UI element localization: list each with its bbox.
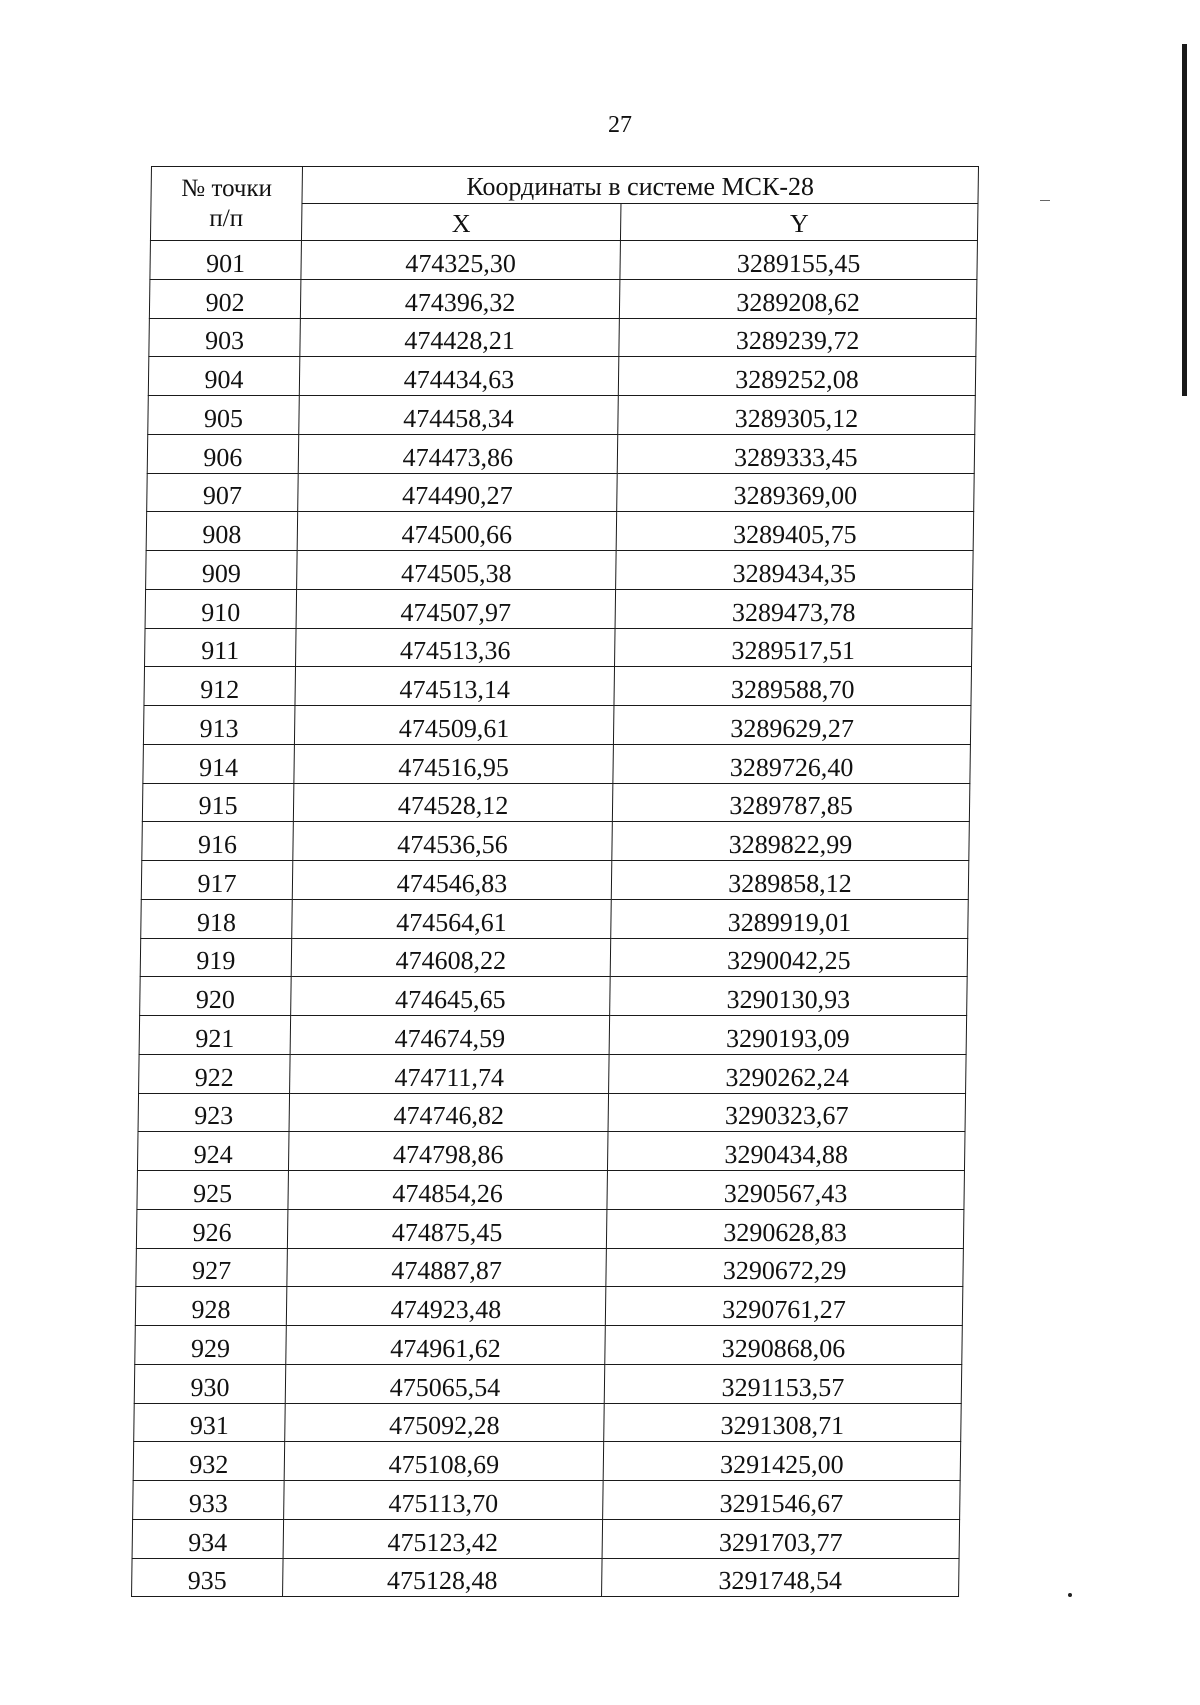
point-number-cell: 924: [137, 1132, 289, 1171]
y-coordinate-cell: 3289726,40: [613, 744, 971, 783]
point-number-cell: 933: [133, 1481, 285, 1520]
x-coordinate-cell: 474854,26: [288, 1171, 608, 1210]
point-number-cell: 909: [146, 551, 298, 590]
x-coordinate-cell: 474516,95: [294, 744, 614, 783]
header-x: X: [301, 204, 621, 241]
y-coordinate-cell: 3289239,72: [619, 318, 977, 357]
point-number-cell: 910: [145, 589, 297, 628]
table-row: [133, 1442, 961, 1481]
scan-edge-mark: [1182, 44, 1187, 396]
y-coordinate-cell: 3289252,08: [618, 357, 976, 396]
point-number-cell: 922: [139, 1054, 291, 1093]
header-y: Y: [620, 204, 978, 241]
point-number-cell: 908: [146, 512, 298, 551]
x-coordinate-cell: 474798,86: [288, 1132, 608, 1171]
table-row: [132, 1519, 960, 1558]
coordinates-table: [131, 166, 979, 1597]
y-coordinate-cell: 3291748,54: [602, 1558, 960, 1597]
y-coordinate-cell: 3289305,12: [618, 396, 976, 435]
point-number-cell: 916: [142, 822, 294, 861]
x-coordinate-cell: 475108,69: [284, 1442, 604, 1481]
table-row: [142, 783, 970, 822]
point-number-cell: 911: [145, 628, 297, 667]
x-coordinate-cell: 474513,36: [296, 628, 616, 667]
x-coordinate-cell: 474536,56: [293, 822, 613, 861]
x-coordinate-cell: 474645,65: [291, 977, 611, 1016]
point-number-cell: 912: [144, 667, 296, 706]
y-coordinate-cell: 3290193,09: [609, 1016, 967, 1055]
x-coordinate-cell: 475065,54: [285, 1364, 605, 1403]
y-coordinate-cell: 3290628,83: [606, 1209, 964, 1248]
x-coordinate-cell: 474875,45: [287, 1209, 607, 1248]
scan-speck: [1040, 200, 1050, 201]
table-row: [143, 744, 971, 783]
point-number-cell: 934: [132, 1519, 284, 1558]
header-point-number-line2: п/п: [209, 204, 244, 232]
point-number-cell: 930: [134, 1364, 286, 1403]
y-coordinate-cell: 3290262,24: [609, 1054, 967, 1093]
x-coordinate-cell: 474505,38: [297, 551, 617, 590]
y-coordinate-cell: 3290130,93: [610, 977, 968, 1016]
x-coordinate-cell: 475123,42: [283, 1519, 603, 1558]
table-row: [150, 241, 978, 280]
point-number-cell: 901: [150, 241, 302, 280]
point-number-cell: 925: [137, 1171, 289, 1210]
point-number-cell: 935: [132, 1558, 284, 1597]
table-row: [140, 977, 968, 1016]
table-row: [146, 551, 974, 590]
point-number-cell: 923: [138, 1093, 290, 1132]
y-coordinate-cell: 3290323,67: [608, 1093, 966, 1132]
table-row: [144, 667, 972, 706]
point-number-cell: 931: [134, 1403, 286, 1442]
table-row: [148, 357, 976, 396]
point-number-cell: 905: [148, 396, 300, 435]
x-coordinate-cell: 474674,59: [290, 1016, 610, 1055]
point-number-cell: 932: [133, 1442, 285, 1481]
x-coordinate-cell: 474490,27: [298, 473, 618, 512]
table-row: [135, 1287, 963, 1326]
header-point-number-line1: № точки: [181, 174, 273, 202]
y-coordinate-cell: 3291308,71: [604, 1403, 962, 1442]
x-coordinate-cell: 474507,97: [296, 589, 616, 628]
point-number-cell: 921: [139, 1016, 291, 1055]
y-coordinate-cell: 3290868,06: [605, 1326, 963, 1365]
table-row: [138, 1093, 966, 1132]
x-coordinate-cell: 474513,14: [295, 667, 615, 706]
y-coordinate-cell: 3289822,99: [612, 822, 970, 861]
y-coordinate-cell: 3289787,85: [612, 783, 970, 822]
table-row: [137, 1132, 965, 1171]
table-row: [147, 473, 975, 512]
table-row: [147, 434, 975, 473]
x-coordinate-cell: 474528,12: [293, 783, 613, 822]
point-number-cell: 903: [149, 318, 301, 357]
table-row: [148, 396, 976, 435]
y-coordinate-cell: 3289858,12: [611, 861, 969, 900]
x-coordinate-cell: 475092,28: [285, 1403, 605, 1442]
point-number-cell: 929: [135, 1326, 287, 1365]
point-number-cell: 915: [142, 783, 294, 822]
x-coordinate-cell: 474325,30: [301, 241, 621, 280]
point-number-cell: 907: [147, 473, 299, 512]
point-number-cell: 914: [143, 744, 295, 783]
y-coordinate-cell: 3289155,45: [620, 241, 978, 280]
y-coordinate-cell: 3289629,27: [613, 706, 971, 745]
x-coordinate-cell: 474961,62: [286, 1326, 606, 1365]
x-coordinate-cell: 474887,87: [287, 1248, 607, 1287]
y-coordinate-cell: 3290567,43: [607, 1171, 965, 1210]
x-coordinate-cell: 475128,48: [283, 1558, 603, 1597]
point-number-cell: 928: [135, 1287, 287, 1326]
x-coordinate-cell: 474434,63: [299, 357, 619, 396]
header-coordinate-system: Координаты в системе МСК-28: [302, 167, 979, 204]
x-coordinate-cell: 474473,86: [298, 434, 618, 473]
table-body: [132, 241, 978, 1597]
y-coordinate-cell: 3289517,51: [615, 628, 973, 667]
y-coordinate-cell: 3289919,01: [611, 899, 969, 938]
y-coordinate-cell: 3290042,25: [610, 938, 968, 977]
table-row: [141, 899, 969, 938]
x-coordinate-cell: 474396,32: [300, 279, 620, 318]
x-coordinate-cell: 474500,66: [297, 512, 617, 551]
table-row: [141, 861, 969, 900]
y-coordinate-cell: 3289208,62: [619, 279, 977, 318]
y-coordinate-cell: 3290761,27: [605, 1287, 963, 1326]
table-row: [136, 1209, 964, 1248]
x-coordinate-cell: 475113,70: [284, 1481, 604, 1520]
y-coordinate-cell: 3289434,35: [616, 551, 974, 590]
x-coordinate-cell: 474458,34: [299, 396, 619, 435]
y-coordinate-cell: 3289588,70: [614, 667, 972, 706]
y-coordinate-cell: 3290434,88: [607, 1132, 965, 1171]
x-coordinate-cell: 474546,83: [292, 861, 612, 900]
x-coordinate-cell: 474564,61: [292, 899, 612, 938]
page-number: 27: [608, 112, 632, 138]
table-row: [145, 628, 973, 667]
x-coordinate-cell: 474746,82: [289, 1093, 609, 1132]
table-row: [139, 1054, 967, 1093]
table-row: [146, 512, 974, 551]
y-coordinate-cell: 3289333,45: [617, 434, 975, 473]
point-number-cell: 913: [143, 706, 295, 745]
point-number-cell: 926: [136, 1209, 288, 1248]
table-row: [133, 1481, 961, 1520]
y-coordinate-cell: 3289473,78: [615, 589, 973, 628]
x-coordinate-cell: 474923,48: [286, 1287, 606, 1326]
y-coordinate-cell: 3291546,67: [603, 1481, 961, 1520]
x-coordinate-cell: 474711,74: [290, 1054, 610, 1093]
table-row: [137, 1171, 965, 1210]
point-number-cell: 902: [149, 279, 301, 318]
table-row: [136, 1248, 964, 1287]
table-row: [134, 1364, 962, 1403]
point-number-cell: 917: [141, 861, 293, 900]
x-coordinate-cell: 474608,22: [291, 938, 611, 977]
table-row: [132, 1558, 960, 1597]
table-row: [149, 318, 977, 357]
table-row: [149, 279, 977, 318]
table-row: [143, 706, 971, 745]
y-coordinate-cell: 3289405,75: [616, 512, 974, 551]
x-coordinate-cell: 474509,61: [294, 706, 614, 745]
point-number-cell: 918: [141, 899, 293, 938]
x-coordinate-cell: 474428,21: [300, 318, 620, 357]
y-coordinate-cell: 3291703,77: [602, 1519, 960, 1558]
header-point-number: [150, 167, 302, 241]
table-row: [145, 589, 973, 628]
point-number-cell: 927: [136, 1248, 288, 1287]
table-row: [135, 1326, 963, 1365]
point-number-cell: 920: [140, 977, 292, 1016]
y-coordinate-cell: 3291425,00: [603, 1442, 961, 1481]
point-number-cell: 906: [147, 434, 299, 473]
point-number-cell: 904: [148, 357, 300, 396]
table-row: [140, 938, 968, 977]
table-header: [150, 167, 978, 241]
y-coordinate-cell: 3290672,29: [606, 1248, 964, 1287]
table-row: [134, 1403, 962, 1442]
table-row: [142, 822, 970, 861]
y-coordinate-cell: 3291153,57: [604, 1364, 962, 1403]
point-number-cell: 919: [140, 938, 292, 977]
y-coordinate-cell: 3289369,00: [617, 473, 975, 512]
table-row: [139, 1016, 967, 1055]
scan-dot: [1068, 1593, 1072, 1597]
